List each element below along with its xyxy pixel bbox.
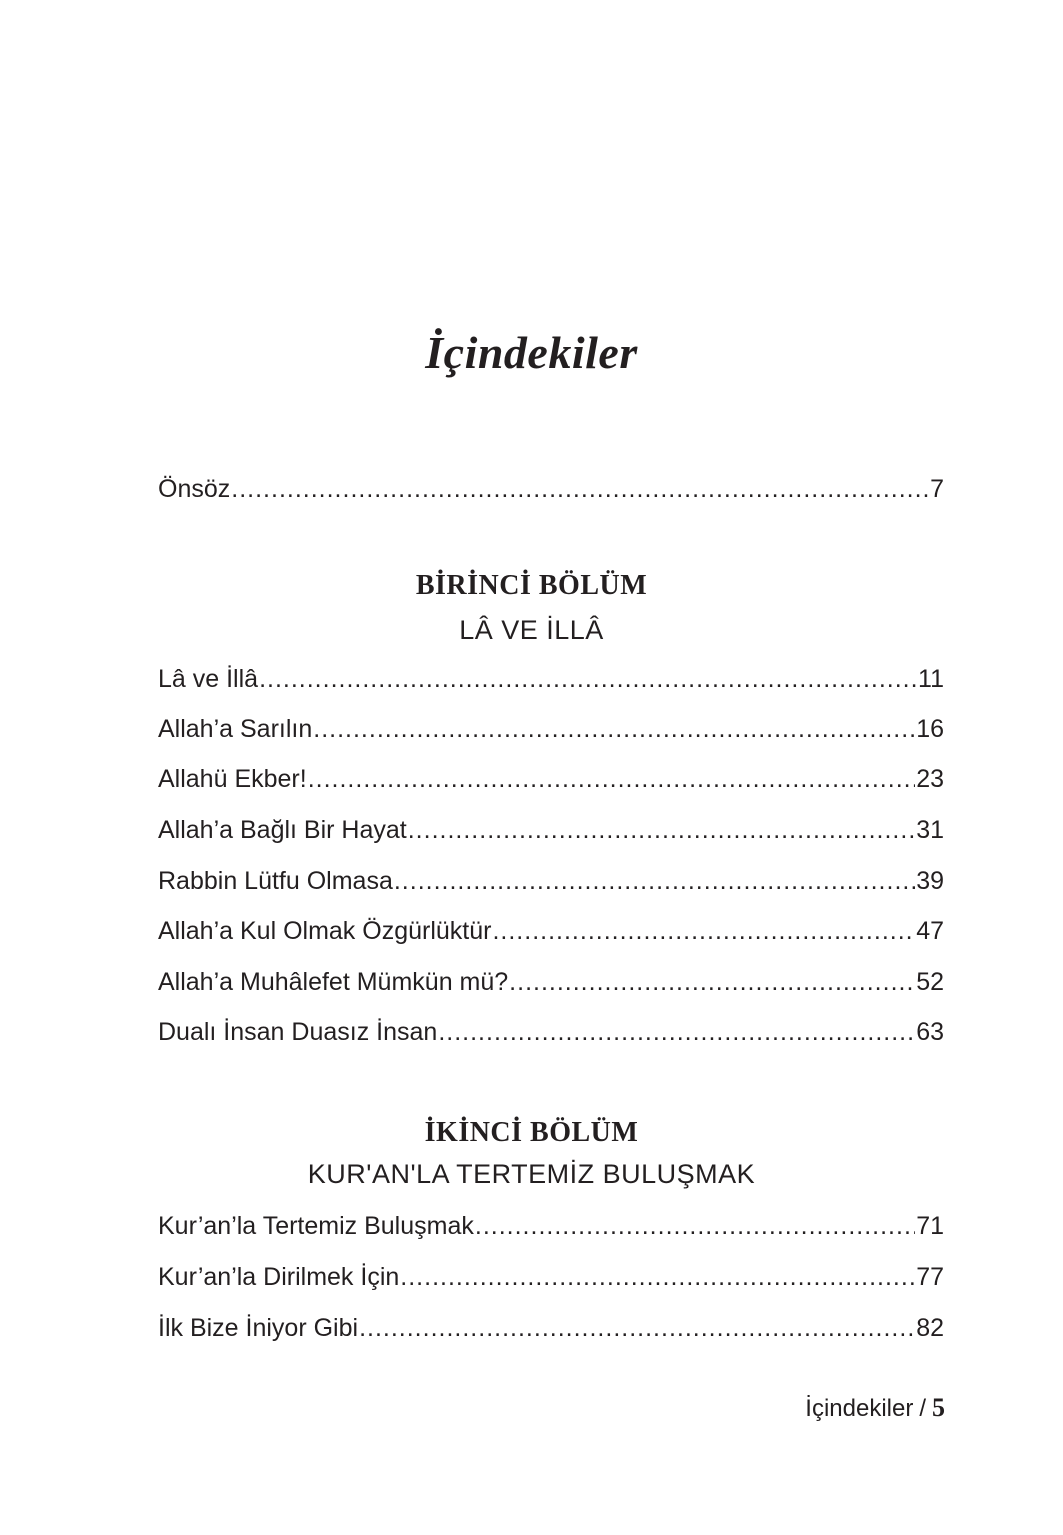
toc-entry-label: Allahü Ekber! xyxy=(158,765,307,793)
dot-leader xyxy=(475,1208,915,1244)
dot-leader xyxy=(313,711,915,747)
dot-leader xyxy=(408,812,915,848)
toc-entry-label: Kur’an’la Tertemiz Buluşmak xyxy=(158,1212,474,1240)
toc-entry[interactable] xyxy=(158,812,944,848)
section-heading-1: BİRİNCİ BÖLÜM xyxy=(415,570,648,601)
toc-entry[interactable] xyxy=(158,964,944,1000)
toc-entry-label: İlk Bize İniyor Gibi xyxy=(158,1314,359,1342)
toc-entry[interactable] xyxy=(158,1014,944,1050)
toc-entry[interactable] xyxy=(158,711,944,747)
dot-leader xyxy=(509,964,915,1000)
toc-entry[interactable] xyxy=(158,1208,944,1244)
dot-leader xyxy=(438,1014,915,1050)
section-subheading-1: LÂ VE İLLÂ xyxy=(459,615,604,645)
dot-leader xyxy=(394,863,915,899)
toc-entry-label: Dualı İnsan Duasız İnsan xyxy=(158,1018,438,1046)
toc-entry-page: 39 xyxy=(916,867,944,895)
toc-entry-page: 31 xyxy=(916,816,944,844)
toc-entry-page: 52 xyxy=(916,968,944,996)
toc-entry-label: Allah’a Bağlı Bir Hayat xyxy=(158,816,407,844)
page-footer xyxy=(805,1390,945,1427)
dot-leader xyxy=(308,761,915,797)
toc-entry-page: 82 xyxy=(916,1314,944,1342)
dot-leader xyxy=(359,1310,915,1346)
toc-entry-page: 7 xyxy=(930,475,944,503)
toc-entry[interactable] xyxy=(158,661,944,697)
page-number: 5 xyxy=(932,1393,945,1422)
page-title: İçindekiler xyxy=(425,326,638,378)
toc-entry-label: Önsöz xyxy=(158,475,231,503)
toc-entry-preface[interactable] xyxy=(158,471,944,507)
toc-entry[interactable] xyxy=(158,913,944,949)
toc-entry[interactable] xyxy=(158,761,944,797)
dot-leader xyxy=(400,1259,915,1295)
toc-entry-label: Rabbin Lütfu Olmasa xyxy=(158,867,393,895)
footer-separator: / xyxy=(919,1395,926,1422)
toc-entry-label: Allah’a Muhâlefet Mümkün mü? xyxy=(158,968,509,996)
section-subheading-2: KUR'AN'LA TERTEMİZ BULUŞMAK xyxy=(307,1159,756,1189)
toc-entry[interactable] xyxy=(158,1310,944,1346)
toc-entry-page: 47 xyxy=(916,917,944,945)
toc-entry-page: 71 xyxy=(916,1212,944,1240)
toc-entry-page: 11 xyxy=(918,665,944,693)
toc-entry-page: 23 xyxy=(916,765,944,793)
toc-entry-label: Kur’an’la Dirilmek İçin xyxy=(158,1263,400,1291)
toc-entry[interactable] xyxy=(158,1259,944,1295)
section-heading-2: İKİNCİ BÖLÜM xyxy=(424,1117,639,1148)
dot-leader xyxy=(231,471,929,507)
footer-label: İçindekiler xyxy=(805,1395,914,1422)
dot-leader xyxy=(259,661,917,697)
toc-entry-label: Lâ ve İllâ xyxy=(158,665,259,693)
toc-entry[interactable] xyxy=(158,863,944,899)
toc-entry-page: 77 xyxy=(916,1263,944,1291)
dot-leader xyxy=(492,913,915,949)
toc-entry-label: Allah’a Kul Olmak Özgürlüktür xyxy=(158,917,492,945)
toc-entry-page: 16 xyxy=(916,715,944,743)
toc-entry-page: 63 xyxy=(916,1018,944,1046)
toc-entry-label: Allah’a Sarılın xyxy=(158,715,313,743)
